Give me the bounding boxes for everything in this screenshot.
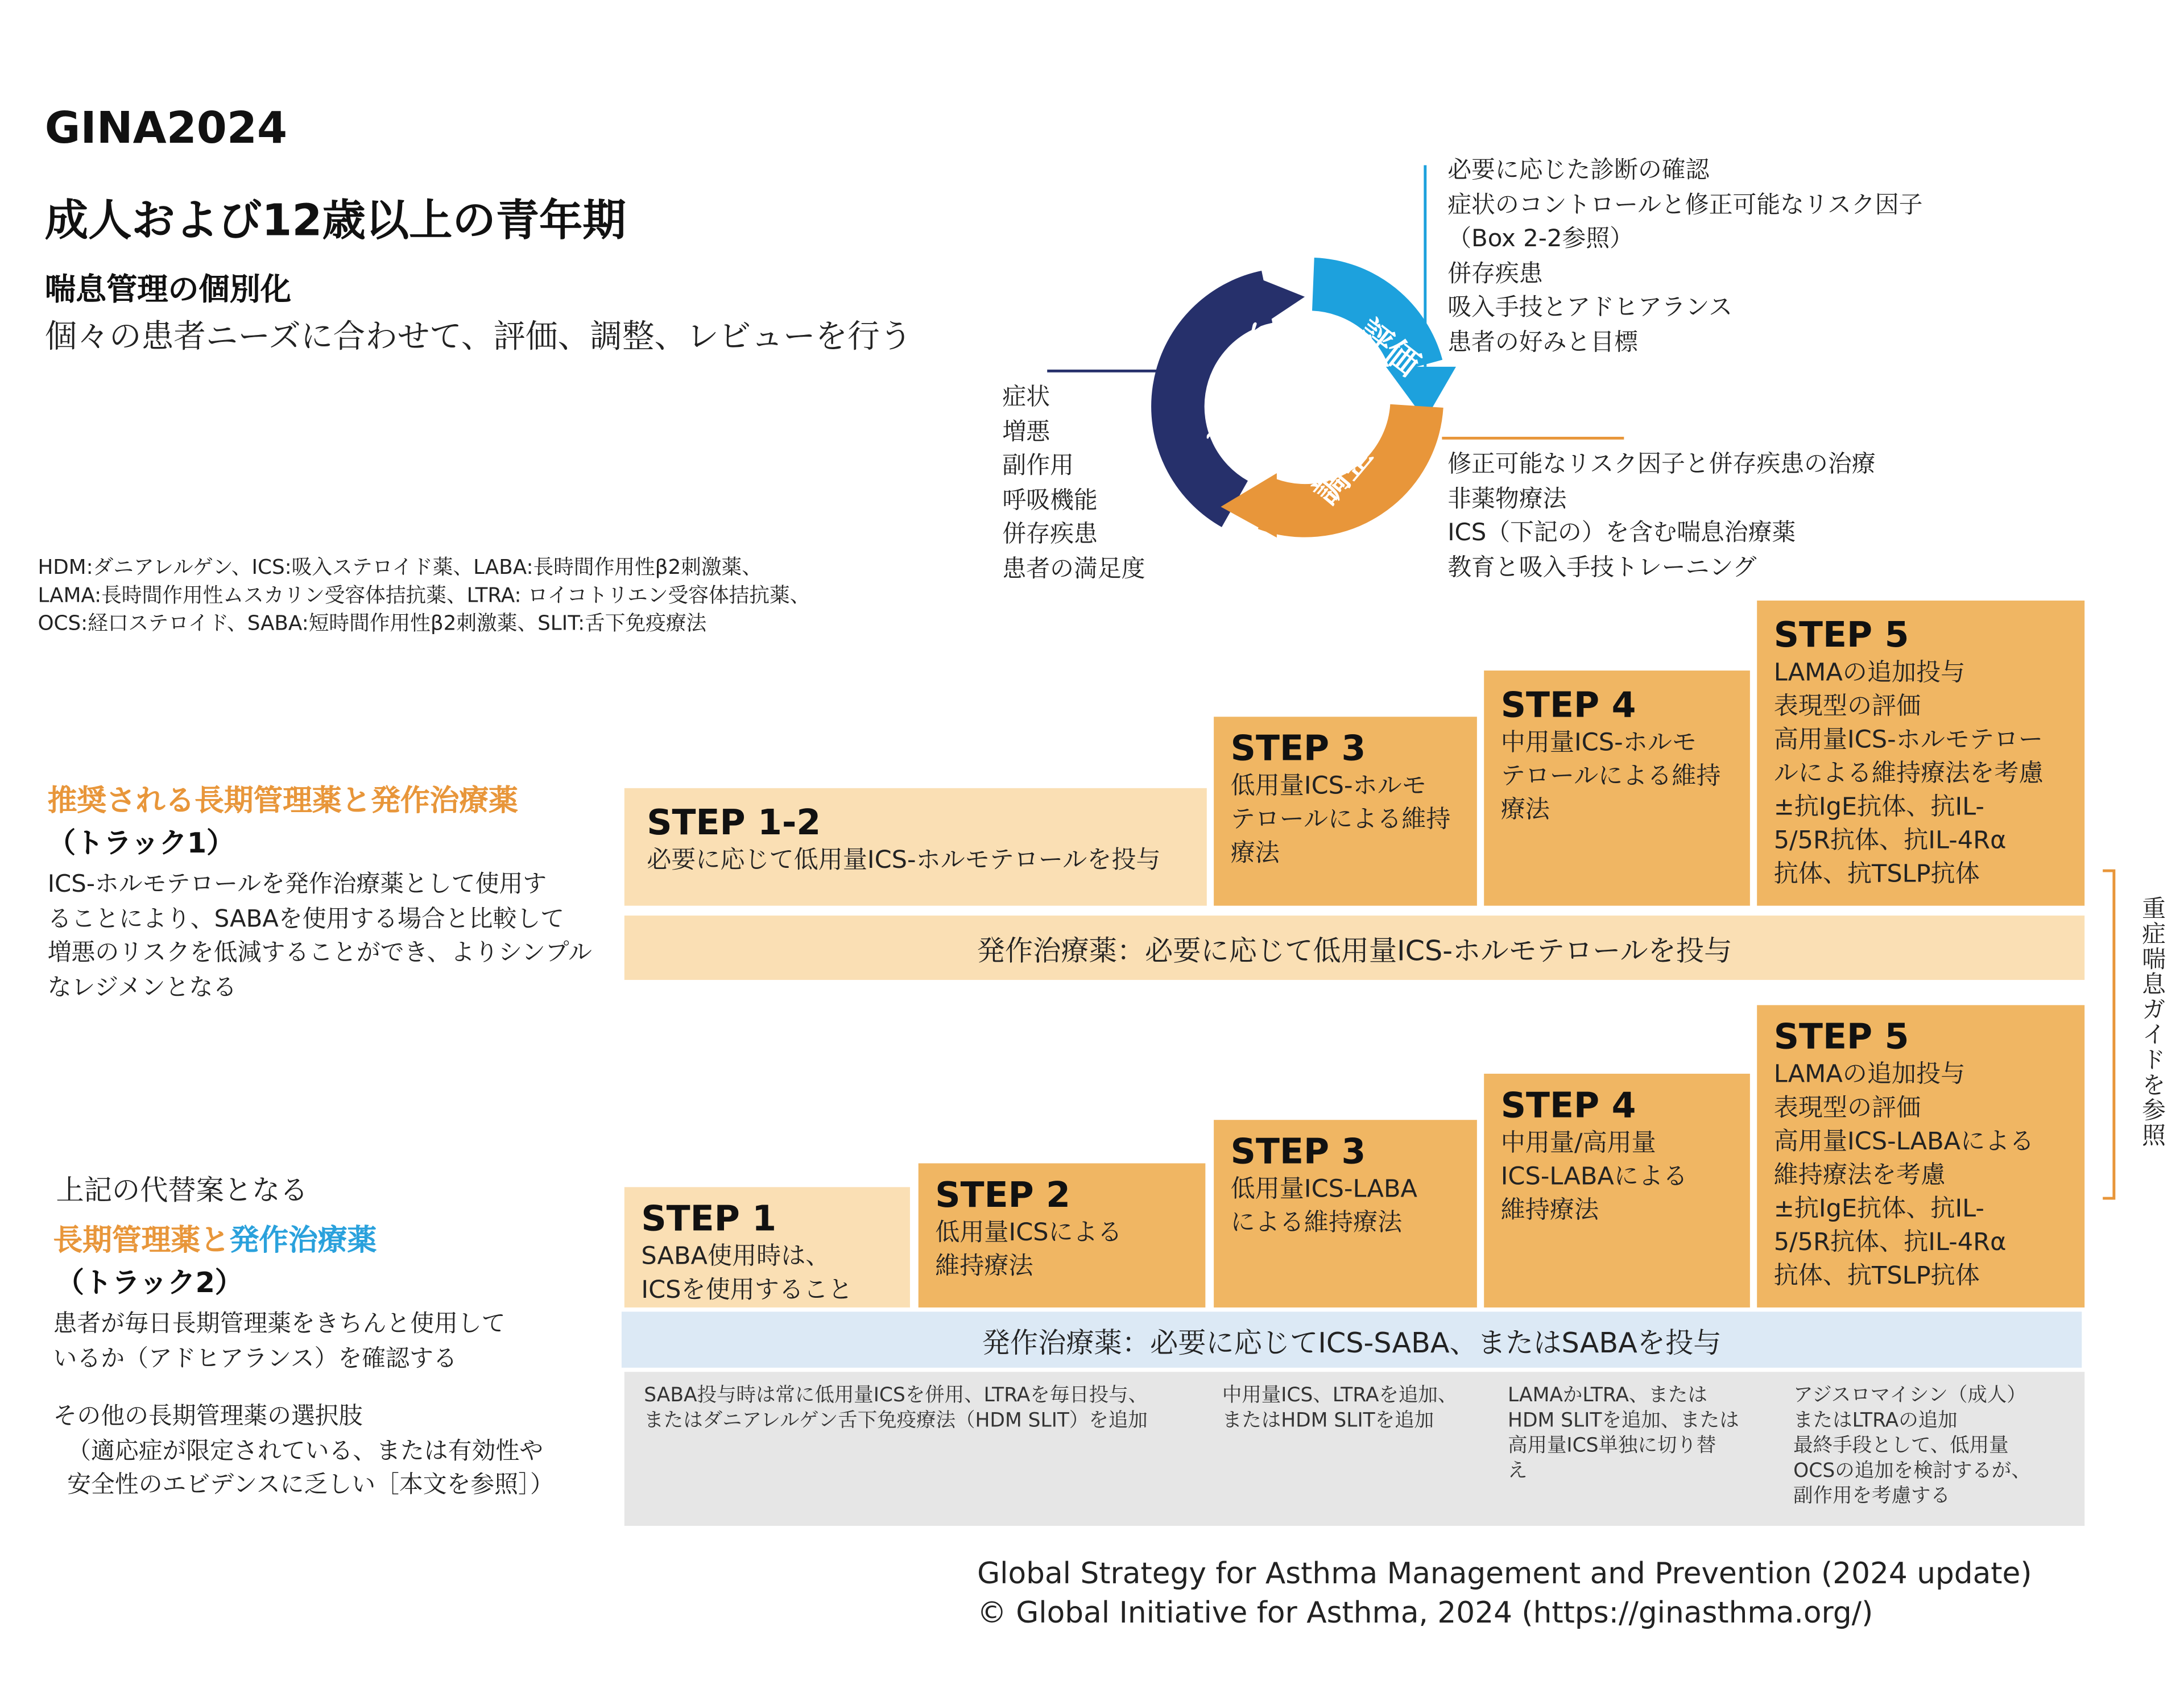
track2-heading-a: 長期管理薬と <box>53 1223 230 1257</box>
track2-intro: 上記の代替案となる <box>56 1173 308 1207</box>
track2-sub: （トラック2） <box>56 1265 243 1300</box>
track1-step-4 <box>1484 671 1750 906</box>
step-body: 低用量ICSによる 維持療法 <box>935 1219 1122 1281</box>
footer-line: Global Strategy for Asthma Management and Prevention (2024 update) <box>977 1557 2032 1591</box>
page-title: 成人および12歳以上の青年期 <box>44 196 626 247</box>
text-line: なレジメンとなる <box>47 973 237 1002</box>
list-item: 併存疾患 <box>1002 520 1098 549</box>
step-title: STEP 3 <box>1230 727 1366 769</box>
other-option-step-4: LAMAかLTRA、または HDM SLITを追加、または 高用量ICS単独に切り替 え <box>1508 1384 1739 1483</box>
text-line: 増悪のリスクを低減することができ、よりシンプル <box>47 939 592 967</box>
list-item: 必要に応じた診断の確認 <box>1447 156 1710 185</box>
text-line: 安全性のエビデンスに乏しい［本文を参照］） <box>67 1471 554 1500</box>
assess-list <box>1447 154 1922 360</box>
track2-text <box>53 1307 506 1376</box>
review-list <box>1002 381 1145 587</box>
page-description: 個々の患者ニーズに合わせて、評価、調整、レビューを行う <box>44 319 912 356</box>
list-item: 呼吸機能 <box>1002 486 1098 515</box>
abbreviation-line: OCS:経口ステロイド、SABA:短時間作用性β2刺激薬、SLIT:舌下免疫療法 <box>38 613 707 636</box>
text-line: （適応症が限定されている、または有効性や <box>67 1437 544 1465</box>
list-item: 増悪 <box>1002 417 1050 446</box>
gina-label: GINA2024 <box>44 104 288 154</box>
footer-line: © Global Initiative for Asthma, 2024 (https://ginasthma.org/) <box>977 1596 1873 1630</box>
step-body: LAMAの追加投与 表現型の評価 高用量ICS-LABAによる 維持療法を考慮 ±抗IgE抗体、抗IL- 5/5R抗体、抗IL-4Rα 抗体、抗TSLP抗体 <box>1773 1061 2034 1291</box>
review-label: レビュー <box>1196 313 1276 453</box>
list-item: 患者の好みと目標 <box>1447 328 1638 357</box>
text-line: いるか（アドヒアランス）を確認する <box>53 1344 457 1373</box>
track1-step-5 <box>1757 601 2084 906</box>
step-body: 低用量ICS-LABA による維持療法 <box>1230 1176 1418 1238</box>
step-title: STEP 3 <box>1230 1131 1366 1172</box>
list-item: 教育と吸入手技トレーニング <box>1447 553 1757 582</box>
step-title: STEP 1 <box>641 1198 777 1239</box>
track2-step-1 <box>624 1187 910 1307</box>
track2-heading-b: 発作治療薬 <box>229 1223 377 1257</box>
track2-reliever-bar: 発作治療薬：必要に応じてICS-SABA、またはSABAを投与 <box>622 1311 2082 1367</box>
step-title: STEP 5 <box>1773 1016 1909 1057</box>
step-title: STEP 5 <box>1773 614 1909 655</box>
step-body: 必要に応じて低用量ICS-ホルモテロールを投与 <box>647 847 1161 875</box>
list-item: 患者の満足度 <box>1002 554 1145 583</box>
step-title: STEP 4 <box>1500 1085 1636 1126</box>
list-item: ICS（下記の）を含む喘息治療薬 <box>1447 519 1796 548</box>
track1-step-1-2 <box>624 788 1207 906</box>
track2-step-3 <box>1214 1120 1477 1307</box>
assess-label: 評価 <box>1350 311 1428 384</box>
track2-step-2 <box>919 1164 1206 1308</box>
step-title: STEP 4 <box>1500 684 1636 726</box>
list-item: 副作用 <box>1002 452 1074 481</box>
list-item: 症状のコントロールと修正可能なリスク因子 <box>1447 191 1923 220</box>
list-item: （Box 2-2参照） <box>1447 225 1634 254</box>
step-title: STEP 1-2 <box>647 802 821 843</box>
text-line: その他の長期管理薬の選択肢 <box>53 1402 363 1431</box>
step-body: 中用量ICS-ホルモ テロールによる維持 療法 <box>1500 729 1721 825</box>
other-option-step-1-2: SABA投与時は常に低用量ICSを併用、LTRAを毎日投与、 またはダニアレルゲン舌下免疫療法（HDM SLIT）を追加 <box>644 1384 1148 1433</box>
abbreviation-line: HDM:ダニアレルゲン、ICS:吸入ステロイド薬、LABA:長時間作用性β2刺激薬、 <box>38 557 762 580</box>
step-body: 中用量/高用量 ICS-LABAによる 維持療法 <box>1500 1129 1688 1225</box>
text-line: ることにより、SABAを使用する場合と比較して <box>47 905 565 933</box>
adjust-label: 調整 <box>1306 435 1380 512</box>
text-line: ICS-ホルモテロールを発作治療薬として使用す <box>47 871 547 899</box>
footer <box>977 1554 2032 1632</box>
track2-heading <box>53 1218 377 1260</box>
abbreviation-line: LAMA:長時間作用性ムスカリン受容体拮抗薬、LTRA: ロイコトリエン受容体拮抗薬、 <box>38 585 810 608</box>
track1-heading: 推奨される長期管理薬と発作治療薬 <box>47 784 518 818</box>
page-subtitle: 喘息管理の個別化 <box>44 272 292 308</box>
step-body: LAMAの追加投与 表現型の評価 高用量ICS-ホルモテロー ルによる維持療法を考慮 ±抗IgE抗体、抗IL- 5/5R抗体、抗IL-4Rα 抗体、抗TSLP抗体 <box>1773 659 2044 889</box>
list-item: 吸入手技とアドヒアランス <box>1447 293 1733 322</box>
list-item: 非薬物療法 <box>1447 485 1567 514</box>
track2-step-4 <box>1484 1074 1750 1307</box>
other-option-step-5: アジスロマイシン（成人） またはLTRAの追加 最終手段として、低用量 OCSの追加を検討するが、 副作用を考慮する <box>1793 1384 2031 1508</box>
list-item: 症状 <box>1002 383 1050 412</box>
step-title: STEP 2 <box>935 1174 1070 1215</box>
track1-step-3 <box>1214 717 1477 905</box>
list-item: 併存疾患 <box>1447 259 1543 288</box>
track1-reliever-bar: 発作治療薬：必要に応じて低用量ICS-ホルモテロールを投与 <box>624 916 2084 980</box>
track1-text <box>48 868 592 1005</box>
adjust-list <box>1447 448 1875 585</box>
track2-step-5 <box>1757 1005 2084 1307</box>
abbreviations <box>38 554 948 639</box>
step-body: SABA使用時は、 ICSを使用すること <box>641 1243 853 1305</box>
other-option-step-3: 中用量ICS、LTRAを追加、 またはHDM SLITを追加 <box>1222 1384 1458 1433</box>
list-item: 修正可能なリスク因子と併存疾患の治療 <box>1447 450 1876 479</box>
text-line: 患者が毎日長期管理薬をきちんと使用して <box>53 1310 506 1339</box>
severe-bracket <box>2097 868 2125 1204</box>
track2-other-options <box>53 1400 554 1503</box>
severe-asthma-note: 重症喘息ガイドを参照 <box>2136 896 2165 1148</box>
step-body: 低用量ICS-ホルモ テロールによる維持 療法 <box>1230 772 1451 868</box>
track1-sub: （トラック1） <box>47 826 235 860</box>
